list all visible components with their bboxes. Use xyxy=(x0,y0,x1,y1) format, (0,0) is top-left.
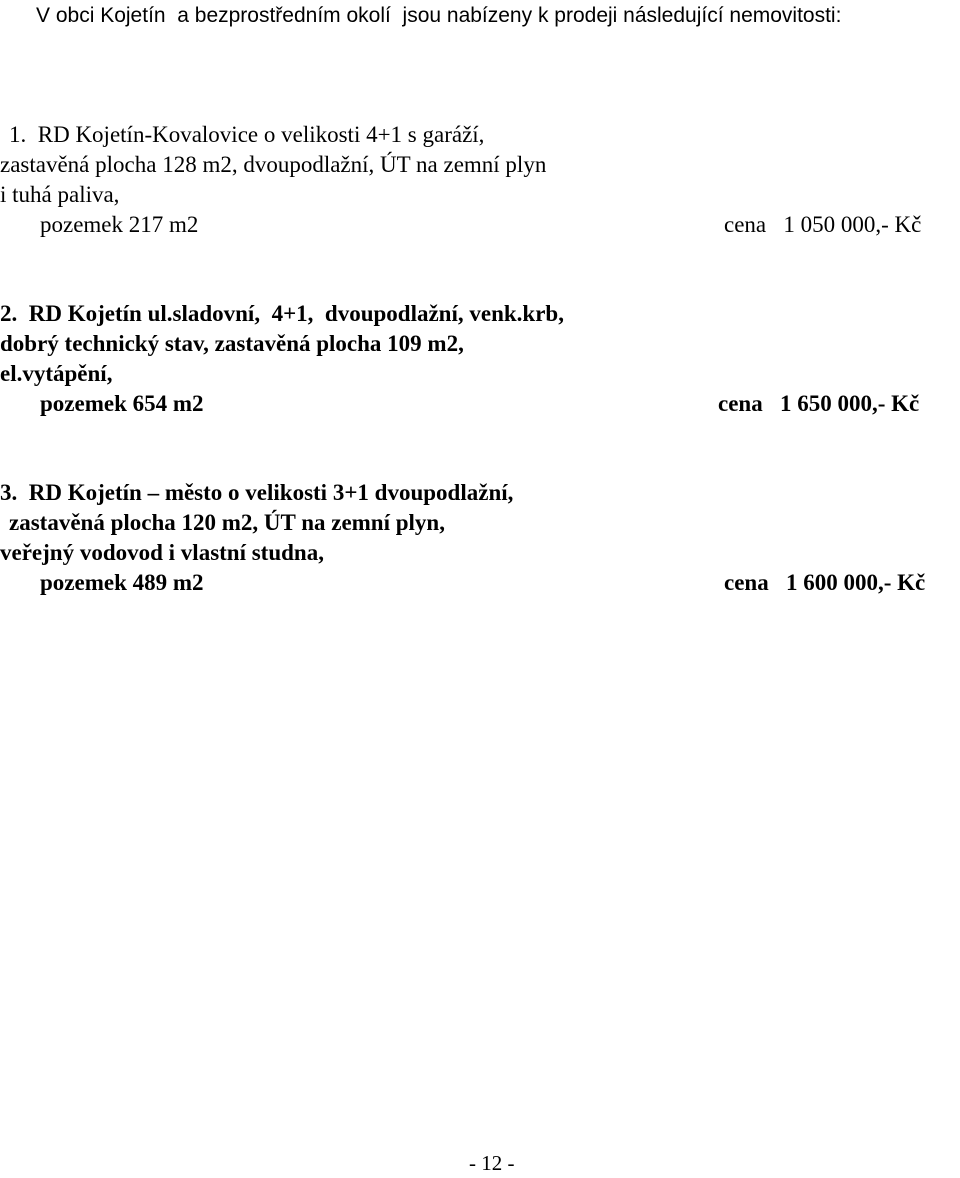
listing-2-line-1: 2. RD Kojetín ul.sladovní, 4+1, dvoupodlažní, venk.krb, xyxy=(0,301,564,326)
listing-1-land-area: pozemek 217 m2 xyxy=(40,212,199,237)
listing-3-line-2: zastavěná plocha 120 m2, ÚT na zemní plyn, xyxy=(9,510,445,535)
listing-3-line-1: 3. RD Kojetín – město o velikosti 3+1 dvoupodlažní, xyxy=(0,480,514,505)
listing-2-line-3: el.vytápění, xyxy=(0,361,113,386)
listing-2-price: cena 1 650 000,- Kč xyxy=(718,391,920,416)
listing-2-land-area: pozemek 654 m2 xyxy=(40,391,204,416)
listing-3-price: cena 1 600 000,- Kč xyxy=(724,570,926,595)
listing-1-price: cena 1 050 000,- Kč xyxy=(724,212,922,237)
listing-1-line-3: i tuhá paliva, xyxy=(0,182,120,207)
intro-heading: V obci Kojetín a bezprostředním okolí jsou nabízeny k prodeji následující nemovitosti: xyxy=(36,4,842,27)
page-number: - 12 - xyxy=(469,1151,515,1175)
listing-2-line-2: dobrý technický stav, zastavěná plocha 109 m2, xyxy=(0,331,464,356)
listing-1-line-1: 1. RD Kojetín-Kovalovice o velikosti 4+1 s garáží, xyxy=(9,122,485,147)
listing-3-line-3: veřejný vodovod i vlastní studna, xyxy=(0,540,324,565)
listing-3-land-area: pozemek 489 m2 xyxy=(40,570,204,595)
listing-1-line-2: zastavěná plocha 128 m2, dvoupodlažní, ÚT na zemní plyn xyxy=(0,152,547,177)
